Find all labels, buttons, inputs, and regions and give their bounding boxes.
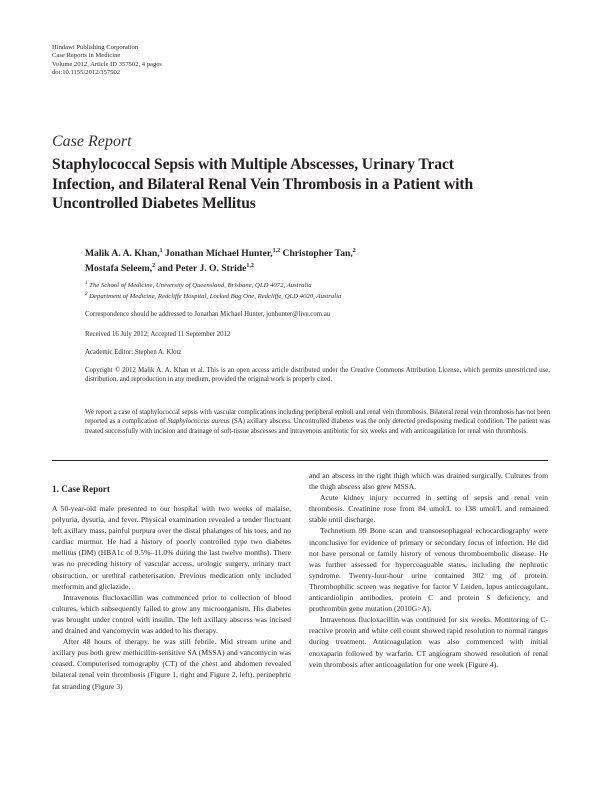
author-affiliation-mark: 1,2 — [246, 263, 254, 270]
received-accepted-dates: Received 16 July 2012; Accepted 11 September 2012 — [85, 331, 231, 338]
article-type: Case Report — [52, 133, 132, 150]
body-column-left — [52, 483, 291, 692]
author-list — [85, 245, 545, 275]
author-affiliation-mark: 1 — [159, 248, 163, 254]
author-name: Jonathan Michael Hunter, — [162, 248, 273, 260]
author-name: Malik A. A. Khan, — [85, 248, 160, 260]
author-name: and Peter J. O. Stride — [155, 263, 247, 275]
abstract-text: (SA) axillary abscess. Uncontrolled diabetes was the only detected predisposing medical condition. The patient was treated successfully with incision and drainage of soft-tissue abscesses and intravenous antibiotic for six weeks and with anticoagulation for renal vein thrombosis. — [85, 418, 550, 435]
article-title — [52, 155, 572, 214]
publisher-name: Hindawi Publishing Corporation — [52, 44, 139, 51]
correspondence: Correspondence should be addressed to Jonathan Michael Hunter, jonhunter@live.com.au — [85, 311, 331, 318]
journal-name: Case Reports in Medicine — [52, 52, 121, 60]
academic-editor: Academic Editor: Stephen A. Klotz — [85, 349, 182, 356]
affiliation-2 — [85, 292, 341, 300]
title-line-2: Infection, and Bilateral Renal Vein Thrombosis in a Patient with — [52, 175, 474, 193]
affiliation-mark: 2 — [85, 292, 88, 297]
author-name: Mostafa Seleem, — [85, 263, 153, 275]
body-paragraph: Intravenous flucloxacillin was commenced prior to collection of blood cultures, which subsequently failed to grow any microorganism. His diabetes was brought under control with insulin. The left axillary abscess was incised and drained and vancomycin was added to his therapy. — [52, 592, 291, 636]
body-paragraph: A 50-year-old male presented to our hospital with two weeks of malaise, polyuria, dysuria, and fever. Physical examination revealed a tender fluctuant left axillary mass, painful purpura over the distal phalanges of his toes, and no cardiac murmur. He had a history of poorly controlled type two diabetes mellitus (DM) (HBA1c of 9.5%–11.0% during the last twelve months). There was no preceding history of vascular access, urologic surgery, urinary tract obstruction, or urethral catheterisation. Previous medication only included metformin and gliclazide. — [52, 504, 291, 591]
abstract-text: We report a case of staphylococcal sepsis with vascular complications including peripheral emboli and renal vein thrombosis. Bilateral renal vein thrombosis has not been reported as a complication of — [85, 409, 550, 426]
affiliation-mark: 1 — [85, 281, 88, 286]
volume-info: Volume 2012, Article ID 357502, 4 pages — [52, 60, 162, 68]
body-paragraph: After 48 hours of therapy, he was still febrile. Mid stream urine and axillary pus both grew methicillin-sensitive SA (MSSA) and vancomycin was ceased. Computerised tomography (CT) of the chest and abdomen revealed bilateral renal vein thrombosis (Figure 1, right and Figure 2, left), perinephric fat stranding (Figure 3) — [52, 637, 291, 691]
doi[interactable]: doi:10.1155/2012/357502 — [52, 68, 121, 76]
abstract-organism-name: Staphylococcus aureus — [167, 418, 230, 426]
author-affiliation-mark: 2 — [152, 263, 156, 270]
body-paragraph: Technetium 99 Bone scan and transoesophageal echocardiography were inconclusive for evidence of primary or secondary focus of infection. He did not have personal or family history of venous thromboembolic disease. He was further assessed for hypercoaguable states, including the nephrotic syndrome. Twenty-four-hour urine contained 302 mg of protein. Thrombophilic screen was negative for factor V Leiden, lupus anticoagulant, anticardiolipin antibodies, protein C and protein S deficiency, and prothrombin gene mutation (2010G>A). — [309, 526, 548, 614]
publisher-info — [52, 44, 162, 77]
body-paragraph: Intravenous flucloxacillin was continued for six weeks. Monitoring of C-reactive protein and white cell count showed rapid resolution to normal ranges during treatment. Anticoagulation was also commenced with initial enoxaparin followed by warfarin. CT angiogram showed resolution of renal vein thrombosis after anticoagulation for one week (Figure 4). — [309, 615, 548, 669]
section-heading: 1. Case Report — [52, 484, 110, 494]
title-line-3: Uncontrolled Diabetes Mellitus — [52, 195, 256, 212]
body-column-right — [309, 470, 548, 670]
affiliation-text: Department of Medicine, Redcliffe Hospital, Locked Bag One, Redcliffe, QLD 4020, Australia — [87, 293, 342, 301]
body-paragraph: and an abscess in the right thigh which was drained surgically. Cultures from the thigh abscess also grew MSSA. — [309, 471, 548, 492]
section-divider — [52, 460, 548, 461]
body-paragraph: Acute kidney injury occurred in setting of sepsis and renal vein thrombosis. Creatinine rose from 84 umol/L to 138 umol/L and remained stable until discharge. — [309, 493, 548, 525]
affiliation-text: The School of Medicine, University of Queensland, Brisbane, QLD 4072, Australia — [87, 282, 312, 290]
copyright-notice: Copyright © 2012 Malik A. A. Khan et al. This is an open access article distributed under the Creative Commons Attribution License, which permits unrestricted use, distribution, and reproduction in any medium, provided the original work is properly cited. — [85, 367, 550, 384]
affiliation-1 — [85, 281, 312, 289]
author-name: Christopher Tan, — [280, 248, 353, 260]
title-line-1: Staphylococcal Sepsis with Multiple Abscesses, Urinary Tract — [52, 156, 454, 173]
author-affiliation-mark: 2 — [352, 248, 356, 254]
abstract — [85, 408, 550, 436]
author-affiliation-mark: 1,2 — [272, 248, 281, 254]
